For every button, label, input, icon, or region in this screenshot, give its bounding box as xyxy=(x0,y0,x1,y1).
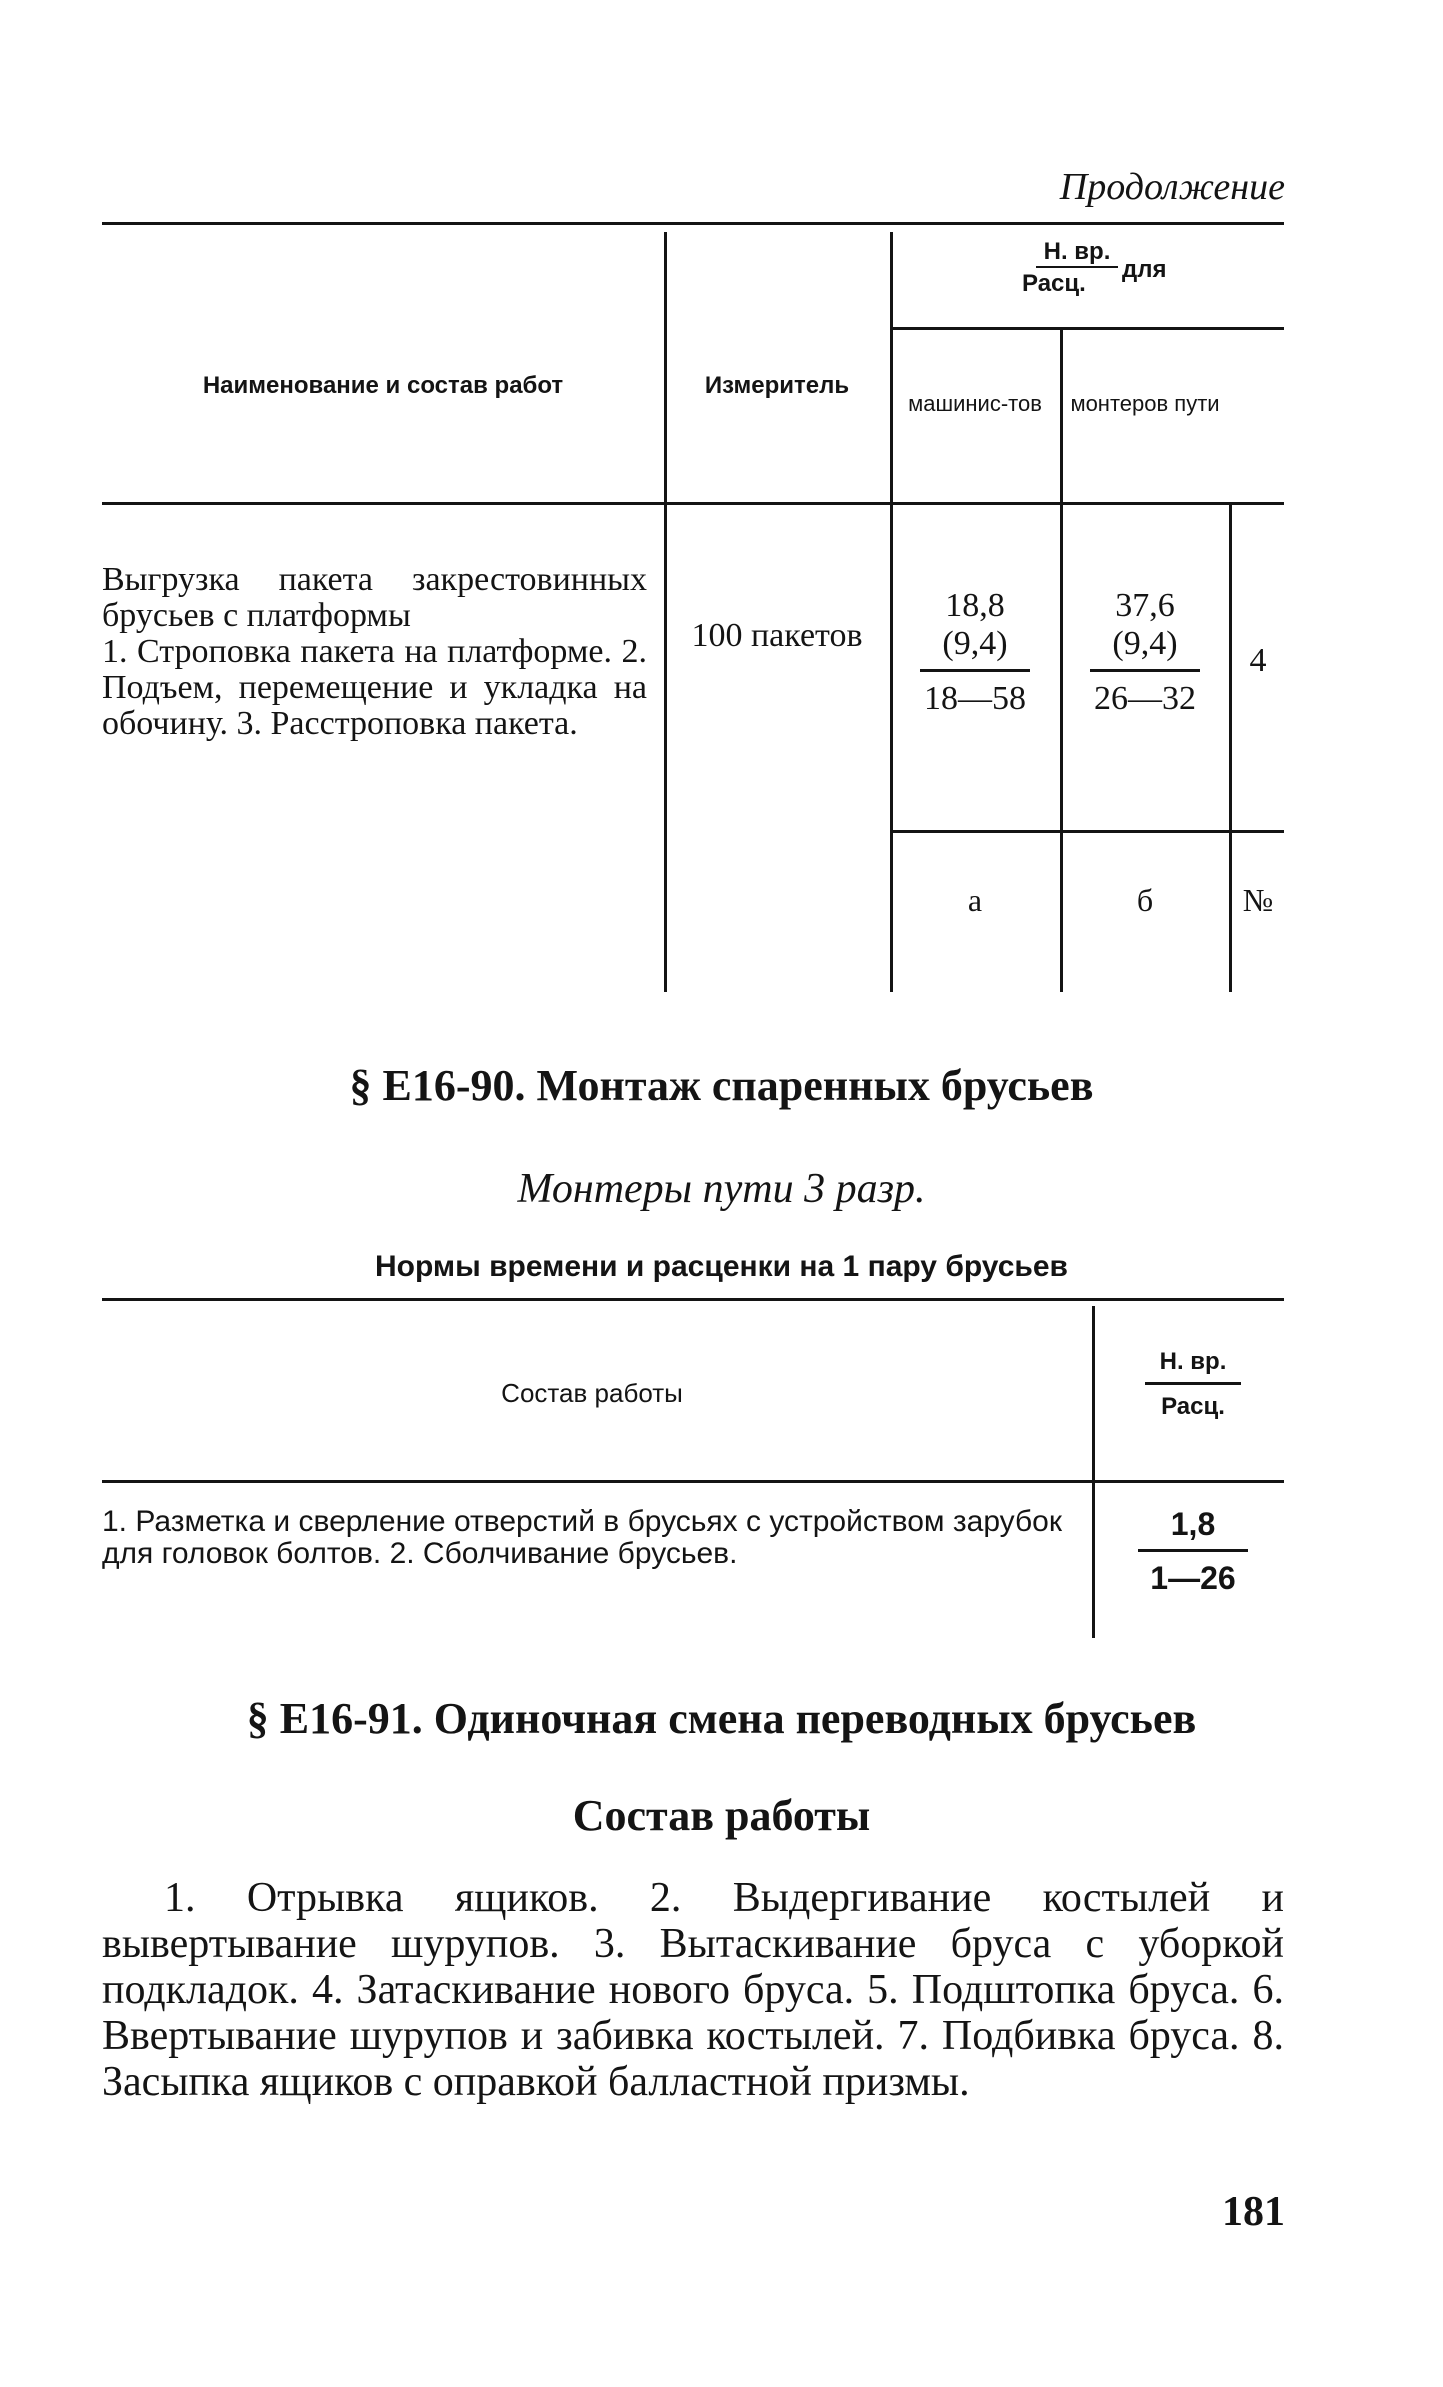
machinists-time: 18,8 xyxy=(945,587,1005,624)
header-norm-fraction xyxy=(1102,1348,1284,1421)
fitters-norm-cell xyxy=(1060,587,1230,718)
workers-line: Монтеры пути 3 разр. xyxy=(517,1166,926,1212)
header-machinists: машинис-тов xyxy=(908,391,1042,416)
row-composition: 1. Разметка и сверление отверстий в брусьях с устройством зарубок для головок болтов. 2. Сболчивание брусьев. xyxy=(102,1505,1062,1570)
section-title-e16-90: § Е16-90. Монтаж спаренных брусьев xyxy=(349,1061,1094,1110)
machinists-norm-cell xyxy=(890,587,1060,718)
fraction-bar xyxy=(1090,669,1200,672)
fitters-time-note: (9,4) xyxy=(1112,625,1178,662)
index-b: б xyxy=(1136,882,1154,918)
header-norm: Н. вр. xyxy=(1159,1348,1227,1375)
table-caption: Нормы времени и расценки на 1 пару брусьев xyxy=(375,1250,1068,1283)
header-unit: Измеритель xyxy=(704,372,850,399)
row-steps: 1. Строповка пакета на платформе. 2. Подъем, перемещение и укладка на обочину. 3. Расстроповка пакета. xyxy=(102,633,647,742)
header-norm-fraction xyxy=(987,238,1167,298)
header-sub-rule xyxy=(890,327,1284,330)
section-subtitle: Состав работы xyxy=(572,1791,871,1840)
row-name-cell xyxy=(102,562,647,742)
header-bottom-rule xyxy=(102,502,1284,505)
row-number: 4 xyxy=(1249,642,1267,679)
section-title-e16-91: § Е16-91. Одиночная смена переводных брусьев xyxy=(246,1694,1197,1743)
machinists-time-note: (9,4) xyxy=(942,625,1008,662)
header-bottom-rule xyxy=(102,1480,1284,1483)
table-top-rule xyxy=(102,1298,1284,1301)
header-norm-numerator: Н. вр. xyxy=(1036,238,1119,268)
continuation-label: Продолжение xyxy=(1059,166,1285,208)
col-divider-1 xyxy=(664,232,667,992)
norms-table-continued xyxy=(102,222,1284,992)
table-top-rule xyxy=(102,222,1284,225)
header-norm-suffix: для xyxy=(1122,256,1167,283)
header-norm-denominator: Расц. xyxy=(1022,270,1086,297)
work-composition-text: 1. Отрывка ящиков. 2. Выдергивание костылей и вывертывание шурупов. 3. Вытаскивание бруса с уборкой подкладок. 4. Затаскивание нового бруса. 5. Подштопка бруса. 6. Ввертывание шурупов и забивка костылей. 7. Подбивка бруса. 8. Засыпка ящиков с оправкой балластной призмы. xyxy=(102,1875,1284,2105)
row-name: Выгрузка пакета закрестовинных брусьев с платформы xyxy=(102,561,647,634)
header-name: Наименование и состав работ xyxy=(202,372,564,399)
body-sub-rule xyxy=(890,830,1284,833)
fraction-bar xyxy=(920,669,1030,672)
index-a: а xyxy=(967,882,983,918)
row-norm: 1,8 xyxy=(1170,1506,1216,1542)
norms-table-e16-90 xyxy=(102,1298,1284,1638)
fitters-time: 37,6 xyxy=(1115,587,1175,624)
fraction-bar xyxy=(1138,1549,1248,1552)
header-composition: Состав работы xyxy=(501,1378,683,1408)
row-unit: 100 пакетов xyxy=(691,617,863,654)
row-norm-fraction xyxy=(1102,1506,1284,1597)
page-number: 181 xyxy=(1222,2189,1285,2235)
header-track-fitters: монтеров пути xyxy=(1070,391,1220,416)
row-rate: 1—26 xyxy=(1150,1560,1236,1596)
index-no: № xyxy=(1242,882,1274,918)
machinists-rate: 18—58 xyxy=(924,680,1026,717)
header-rate: Расц. xyxy=(1161,1393,1225,1420)
col-divider xyxy=(1092,1306,1095,1638)
fraction-bar xyxy=(1145,1382,1241,1385)
fitters-rate: 26—32 xyxy=(1094,680,1196,717)
